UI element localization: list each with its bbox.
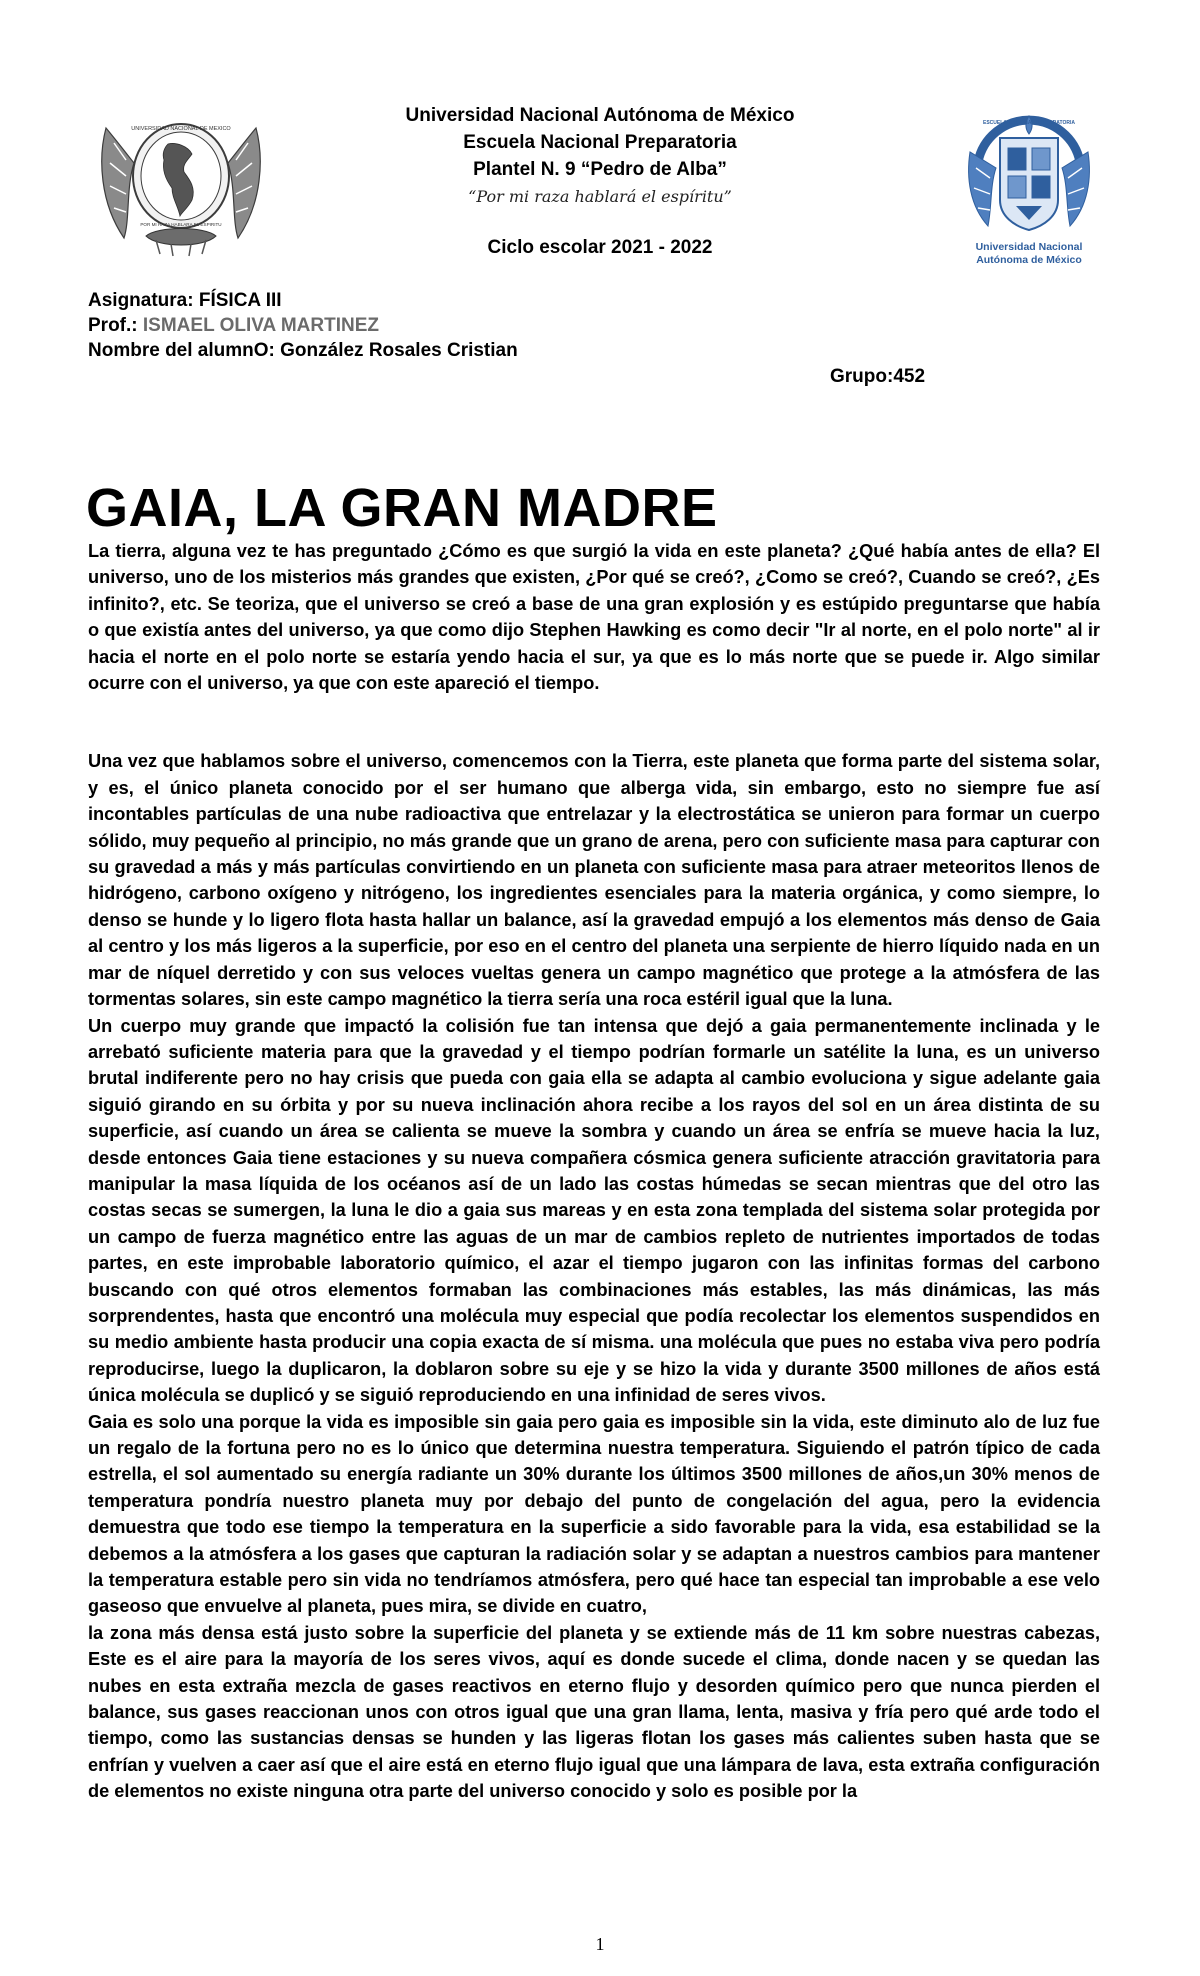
enp-seal-logo — [964, 98, 1094, 270]
svg-text:UNIVERSIDAD NACIONAL DE MEXICO: UNIVERSIDAD NACIONAL DE MEXICO — [131, 126, 231, 132]
student-line: Nombre del alumnO: González Rosales Cristian — [88, 340, 518, 361]
document-body — [88, 538, 1100, 1805]
paragraph-5: la zona más densa está justo sobre la superficie del planeta y se extiende más de 11 km sobre nuestras cabezas, Este es el aire para la mayoría de los seres vivos, aquí es donde sucede el clima, donde nacen y se quedan las nubes en esta extraña mezcla de gases reactivos en eterno flujo y desorden químico pero que nunca pierden el balance, sus gases reaccionan unos con otros igual que una gran llama, lenta, masiva y fría pero qué arde todo el tiempo, como las sustancias densas se hunden y las ligeras flotan los gases más calientes suben hasta que se enfrían y vuelven a caer así que el aire está en eterno flujo igual que una lámpara de lava, esta extraña configuración de elementos no existe ninguna otra parte del universo conocido y solo es posible por la — [88, 1622, 1100, 1802]
course-info — [88, 288, 518, 363]
professor-line: Prof.: ISMAEL OLIVA MARTINEZ — [88, 315, 379, 336]
page-number: 1 — [595, 1934, 605, 1954]
paragraph-1: La tierra, alguna vez te has preguntado ¿Cómo es que surgió la vida en este planeta? ¿Qué había antes de ella? El universo, uno de los misterios más grandes que existen, ¿Por qué se creó?, ¿Como se creó?, Cuando se creó?, ¿Es infinito?, etc. Se teoriza, que el universo se creó a base de una gran explosión y es estúpido preguntarse que había o que existía antes del universo, ya que como dijo Stephen Hawking es como decir "Ir al norte, en el polo norte" al ir hacia el norte en el polo norte se estaría yendo hacia el sur, ya que es lo más norte que se puede ir. Algo similar ocurre con el universo, ya que con este apareció el tiempo. — [88, 541, 1100, 694]
document-title: GAIA, LA GRAN MADRE — [86, 478, 718, 538]
subject-value: FÍSICA III — [198, 290, 282, 311]
paragraph-3: Un cuerpo muy grande que impactó la colisión fue tan intensa que dejó a gaia permanentemente inclinada y le arrebató suficiente materia para que la gravedad y el tiempo podrían formarle un satélite la luna, es un universo brutal indiferente pero no hay crisis que pueda con gaia ella se adapta al cambio evoluciona y sigue adelante gaia siguió girando en su órbita y por su nueva inclinación ahora recibe a los rayos del sol en un área distinta de su superficie, así cuando un área se calienta se mueve la sombra y cuando un área se enfría se mueve hacia la luz, desde entonces Gaia tiene estaciones y su nueva compañera cósmica genera suficiente atracción gravitatoria para manipular la masa líquida de los océanos así de un lado las costas húmedas se secan mientras que del otro las costas secas se sumergen, la luna le dio a gaia sus mareas y en esta zona templada del sistema solar protegida por un campo de fuerza magnético entre las aguas de un mar de cambios repleto de nutrientes importados de todas partes, en este improbable laboratorio químico, el azar el tiempo jugaron con las infinitas formas del carbono buscando con qué otros elementos formaban las combinaciones más estables, las más dinámicas, las más sorprendentes, hasta que encontró una molécula muy especial que podía recolectar los elementos suspendidos en su medio ambiente hasta producir una copia exacta de sí misma. una molécula que pues no estaba viva pero podría reproducirse, luego la duplicaron, la doblaron sobre su eje y se hizo la vida y durante 3500 millones de años está única molécula se duplicó y se siguió reproduciendo en una infinidad de seres vivos. — [88, 1015, 1100, 1406]
student-name: González Rosales Cristian — [280, 340, 518, 361]
svg-text:ESCUELA NACIONAL PREPARATORIA: ESCUELA NACIONAL PREPARATORIA — [983, 120, 1075, 126]
university-name: Universidad Nacional Autónoma de México — [405, 105, 795, 126]
svg-text:Universidad Nacional: Universidad Nacional — [975, 241, 1083, 253]
professor-name: ISMAEL OLIVA MARTINEZ — [142, 315, 379, 336]
subject-line: Asignatura: FÍSICA III — [88, 290, 282, 311]
motto: “Por mi raza hablará el espíritu” — [468, 187, 732, 206]
paragraph-2: Una vez que hablamos sobre el universo, comencemos con la Tierra, este planeta que forma parte del sistema solar, y es, el único planeta conocido por el ser humano que alberga vida, sin embargo, esto no siempre fue así incontables partículas de una nube radioactiva que entrelazar y la electrostática se unieron para formar un cuerpo sólido, muy pequeño al principio, no más grande que un grano de arena, pero con suficiente masa para capturar con su gravedad a más y más partículas convirtiendo en un planeta con suficiente masa para atraer meteoritos llenos de hidrógeno, carbono oxígeno y nitrógeno, los ingredientes esenciales para la materia orgánica, y como siempre, lo denso se hunde y lo ligero flota hasta hallar un balance, así la gravedad empujó a los elementos más denso de Gaia al centro y los más ligeros a la superficie, por eso en el centro del planeta una serpiente de hierro líquido nada en un mar de níquel derretido y con sus veloces vueltas genera un campo magnético que protege a la atmósfera de las tormentas solares, sin este campo magnético la tierra sería una roca estéril igual que la luna. — [88, 751, 1100, 1010]
svg-text:POR MI RAZA HABLARA EL ESPIRIT: POR MI RAZA HABLARA EL ESPIRITU — [140, 222, 222, 227]
unam-seal-logo — [96, 108, 266, 260]
paragraph-4: Gaia es solo una porque la vida es imposible sin gaia pero gaia es imposible sin la vida, este diminuto alo de luz fue un regalo de la fortuna pero no es lo único que determina nuestra temperatura. Siguiendo el patrón típico de cada estrella, el sol aumentado su energía radiante un 30% durante los últimos 3500 millones de años,un 30% menos de temperatura pondría nuestro planeta muy por debajo del punto de congelación del agua, pero la evidencia demuestra que todo ese tiempo la temperatura en la superficie a sido favorable para la vida, esa estabilidad se la debemos a la atmósfera a los gases que capturan la radiación solar y se adaptan a nuestros cambios para mantener la temperatura estable pero sin vida no tendríamos atmósfera, pero qué hace tan especial tan improbable a ese velo gaseoso que envuelve al planeta, pues mira, se divide en cuatro, — [88, 1411, 1100, 1617]
campus-name: Plantel N. 9 “Pedro de Alba” — [473, 159, 727, 180]
institution-header — [300, 102, 900, 261]
group-number: Grupo:452 — [830, 366, 926, 387]
school-name: Escuela Nacional Preparatoria — [463, 132, 737, 153]
svg-text:Autónoma de México: Autónoma de México — [976, 254, 1082, 266]
school-cycle: Ciclo escolar 2021 - 2022 — [487, 237, 713, 258]
